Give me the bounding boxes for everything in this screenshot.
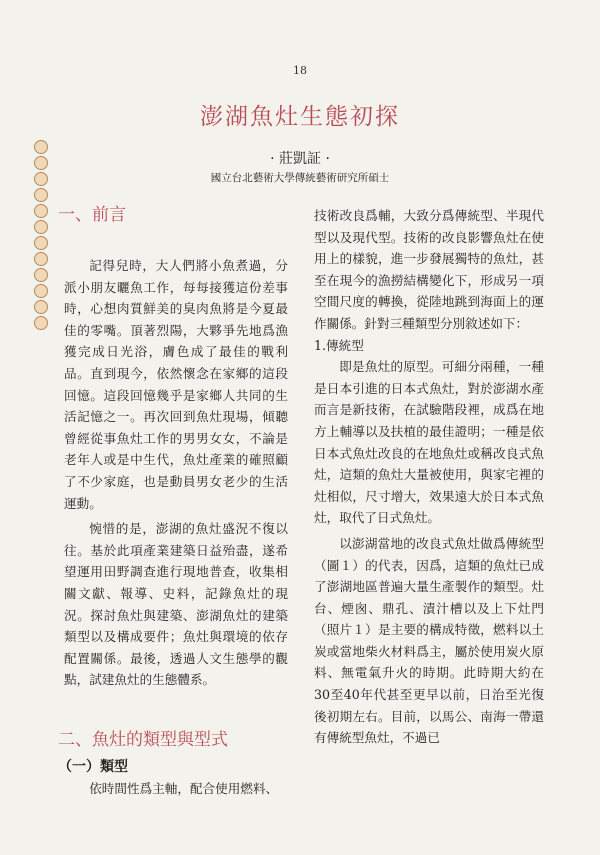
types-paragraph-continued: 技術改良爲輔，大致分爲傳統型、半現代型以及現代型。技術的改良影響魚灶在使用上的樣貌，進一步發展獨特的魚灶，甚至在現今的漁撈結構變化下，形成另一項空間尺度的轉換，從陸地跳到海面上的運作關係。針對三種類型分別敘述如下： bbox=[314, 208, 544, 331]
author-affiliation: 國立台北藝術大學傳統藝術研究所碩士 bbox=[210, 172, 390, 184]
list-item-traditional: 1.傳統型 bbox=[314, 337, 364, 353]
decorative-bead-column bbox=[34, 140, 52, 332]
traditional-paragraph: 即是魚灶的原型。可細分兩種，一種是日本引進的日本式魚灶，對於澎湖水產而言是新技術，在試驗階段裡，成爲在地方上輔導以及扶植的最佳證明；一種是依日本式魚灶改良的在地魚灶或稱改良式魚灶，這類的魚灶大量被使用，與家宅裡的灶相似，尺寸增大，效果遠大於日本式魚灶，取代了日式魚灶。 bbox=[314, 359, 544, 526]
bead-ornament bbox=[34, 236, 48, 250]
bead-ornament bbox=[34, 284, 48, 298]
bead-ornament bbox=[34, 140, 48, 154]
bead-ornament bbox=[34, 156, 48, 170]
bead-ornament bbox=[34, 268, 48, 282]
intro-paragraph-1: 記得兒時，大人們將小魚煮過，分派小朋友曬魚工作，每每接獲這份差事時，心想肉質鮮美的臭肉魚將是今夏最佳的零嘴。頂著烈陽，大夥爭先地爲漁獲完成日光浴，膚色成了最佳的戰利品。直到現今，依然懷念在家鄉的這段回憶。這段回憶幾乎是家鄉人共同的生活記憶之一。再次回到魚灶現場，傾聽曾經從事魚灶工作的男男女女，不論是老年人或是中生代，魚灶產業的確照顧了不少家庭，也是動員男女老少的生活運動。 bbox=[64, 258, 288, 511]
types-paragraph-start: 依時間性爲主軸，配合使用燃料、 bbox=[89, 780, 279, 796]
bead-ornament bbox=[34, 188, 48, 202]
author-name: · 莊凱証 · bbox=[270, 151, 330, 167]
left-column bbox=[58, 200, 288, 799]
bead-ornament bbox=[34, 300, 48, 314]
bead-ornament bbox=[34, 252, 48, 266]
improved-stove-paragraph: 以澎湖當地的改良式魚灶做爲傳統型（圖１）的代表，因爲，這類的魚灶已成了澎湖地區普遍大量生產製作的類型。灶台、煙囪、鼎孔、漬汁槽以及上下灶門（照片１）是主要的構成特徵，燃料以土炭或當地柴火材料爲主，屬於使用炭火原料、無電氣升火的時期。此時期大約在30至40年代甚至更早以前，日治至光復後初期左右。目前，以馬公、南海一帶還有傳統型魚灶，不過已 bbox=[314, 535, 544, 746]
subsection-heading-types: （一）類型 bbox=[58, 758, 128, 775]
bead-ornament bbox=[34, 172, 48, 186]
bead-ornament bbox=[34, 204, 48, 218]
right-column bbox=[314, 205, 544, 749]
bead-ornament bbox=[34, 316, 48, 330]
page-number: 18 bbox=[293, 64, 307, 77]
article-title: 澎湖魚灶生態初探 bbox=[200, 104, 400, 130]
bead-ornament bbox=[34, 220, 48, 234]
section-heading-types: 二、魚灶的類型與型式 bbox=[58, 729, 228, 750]
section-heading-introduction: 一、前言 bbox=[58, 205, 126, 225]
intro-paragraph-2: 惋惜的是，澎湖的魚灶盛況不復以往。基於此項產業建築日益殆盡，遂希望運用田野調查進行現地普查，收集相關文獻、報導、史料，記錄魚灶的現況。探討魚灶與建築、澎湖魚灶的建築類型以及構成要件；魚灶與環境的依存配置關係。最後，透過人文生態學的觀點，試建魚灶的生態體系。 bbox=[64, 521, 288, 688]
